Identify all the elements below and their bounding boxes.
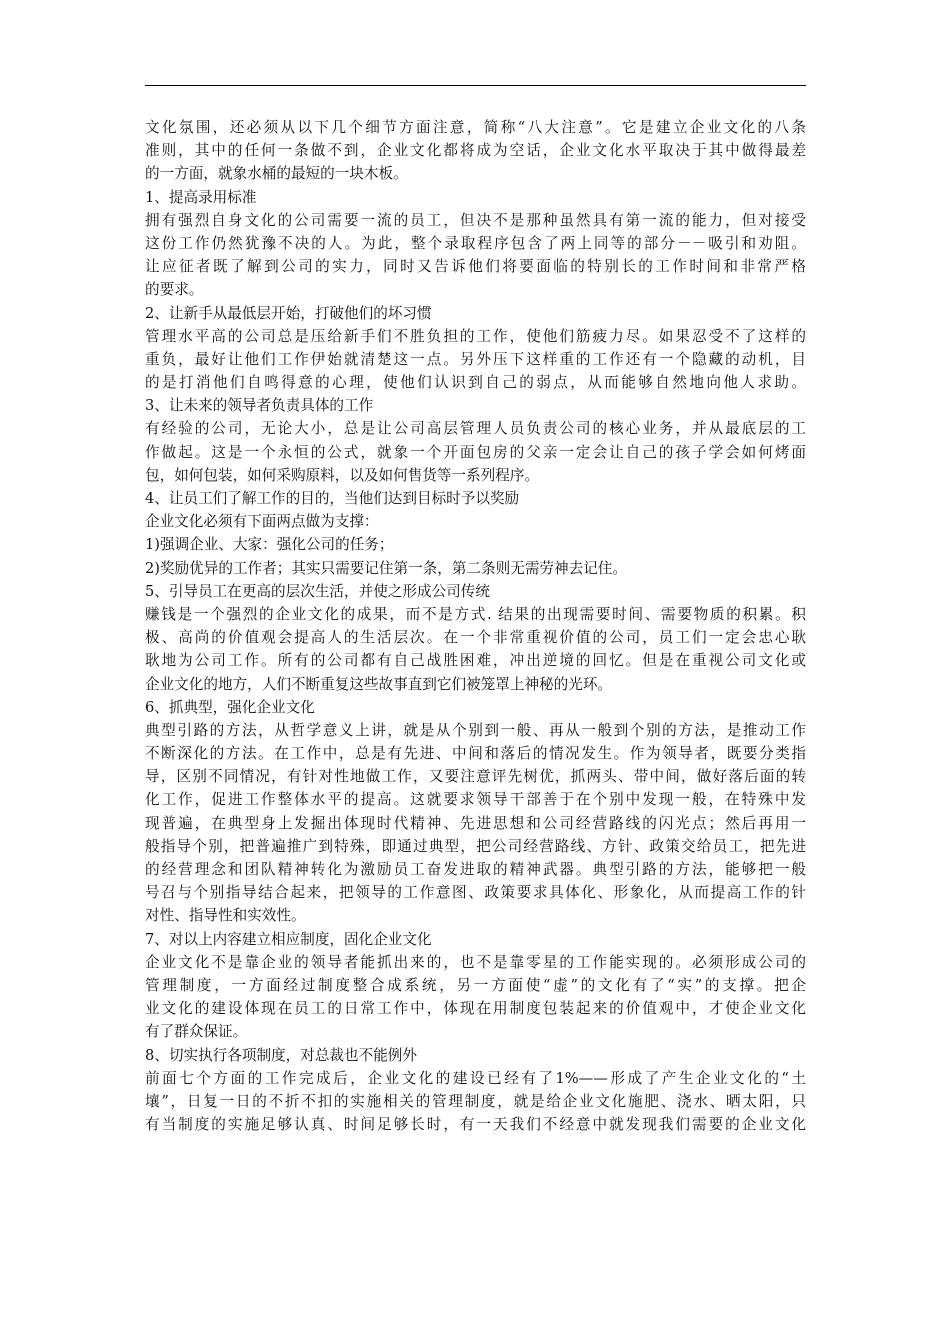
- text-line: 导，区别不同情况，有针对性地做工作，又要注意评先树优，抓两头、带中间，做好落后面的转: [145, 768, 806, 786]
- text-line: 般指导个别，把普遍推广到特殊，即通过典型，把公司经营路线、方针、政策交给员工，把先进: [145, 837, 806, 855]
- text-line: 管理制度，一方面经过制度整合成系统，另一方面使“虚”的文化有了“实”的支撑。把企: [145, 976, 806, 994]
- text-line: 准则，其中的任何一条做不到，企业文化都将成为空话，企业文化水平取决于其中做得最差: [145, 142, 806, 160]
- text-line: 的是打消他们自鸣得意的心理，使他们认识到自己的弱点，从而能够自然地向他人求助。: [145, 374, 806, 392]
- text-line: 极、高尚的价值观会提高人的生活层次。在一个非常重视价值的公司，员工们一定会忠心耿: [145, 629, 806, 647]
- text-line: 让应征者既了解到公司的实力，同时又告诉他们将要面临的特别长的工作时间和非常严格: [145, 258, 806, 276]
- text-line: 前面七个方面的工作完成后，企业文化的建设已经有了1%——形成了产生企业文化的“土: [145, 1069, 806, 1087]
- text-line: 的一方面，就象水桶的最短的一块木板。: [145, 165, 408, 183]
- text-line: 的经营理念和团队精神转化为激励员工奋发进取的精神武器。典型引路的方法，能够把一般: [145, 861, 806, 878]
- text-line: 化工作，促进工作整体水平的提高。这就要求领导干部善于在个别中发现一般，在特殊中发: [145, 791, 806, 809]
- text-line: 管理水平高的公司总是压给新手们不胜负担的工作，使他们筋疲力尽。如果忍受不了这样的: [145, 327, 806, 345]
- text-line: 有了群众保证。: [145, 1023, 248, 1041]
- text-line: 不断深化的方法。在工作中，总是有先进、中间和落后的情况发生。作为领导者，既要分类指: [145, 745, 806, 763]
- text-line: 典型引路的方法，从哲学意义上讲，就是从个别到一般、再从一般到个别的方法，是推动工作: [145, 721, 806, 739]
- text-line: 有经验的公司，无论大小，总是让公司高层管理人员负责公司的核心业务，并从最底层的工: [145, 420, 806, 438]
- section-heading: 6、抓典型，强化企业文化: [145, 698, 315, 716]
- section-heading: 3、让未来的领导者负责具体的工作: [145, 397, 374, 415]
- text-line: 业文化的建设体现在员工的日常工作中，体现在用制度包装起来的价值观中，才使企业文化: [145, 1000, 806, 1018]
- text-line: 对性、指导性和实效性。: [145, 907, 306, 925]
- document-body: [145, 116, 806, 1136]
- text-line: 有当制度的实施足够认真、时间足够长时，有一天我们不经意中就发现我们需要的企业文化: [145, 1116, 806, 1134]
- section-heading: 5、引导员工在更高的层次生活，并使之形成公司传统: [145, 582, 490, 600]
- section-heading: 8、切实执行各项制度，对总裁也不能例外: [145, 1046, 417, 1064]
- text-line: 文化氛围，还必须从以下几个细节方面注意，简称“八大注意”。它是建立企业文化的八条: [145, 119, 806, 136]
- text-line: 赚钱是一个强烈的企业文化的成果，而不是方式. 结果的出现需要时间、需要物质的积累。积: [145, 605, 806, 623]
- text-line: 耿地为公司工作。所有的公司都有自己战胜困难，冲出逆境的回忆。但是在重视公司文化或: [145, 652, 806, 670]
- text-line: 2)奖励优异的工作者；其实只需要记住第一条，第二条则无需劳神去记住。: [145, 559, 627, 577]
- section-heading: 2、让新手从最低层开始，打破他们的坏习惯: [145, 304, 432, 322]
- section-heading: 1、提高录用标准: [145, 188, 257, 206]
- text-line: 1)强调企业、大家：强化公司的任务；: [145, 536, 394, 554]
- text-line: 企业文化的地方，人们不断重复这些故事直到它们被笼罩上神秘的光环。: [145, 675, 613, 693]
- section-heading: 7、对以上内容建立相应制度，固化企业文化: [145, 930, 432, 948]
- text-line: 企业文化不是靠企业的领导者能抓出来的，也不是靠零星的工作能实现的。必须形成公司的: [145, 953, 806, 971]
- text-line: 重负，最好让他们工作伊始就清楚这一点。另外压下这样重的工作还有一个隐藏的动机，目: [145, 350, 806, 368]
- text-line: 号召与个别指导结合起来，把领导的工作意图、政策要求具体化、形象化，从而提高工作的针: [145, 884, 806, 902]
- section-heading: 4、让员工们了解工作的目的，当他们达到目标时予以奖励: [145, 490, 520, 507]
- text-line: 包，如何包装，如何采购原料，以及如何售货等一系列程序。: [145, 466, 540, 484]
- text-line: 作做起。这是一个永恒的公式，就象一个开面包房的父亲一定会让自己的孩子学会如何烤面: [145, 443, 806, 461]
- text-line: 这份工作仍然犹豫不决的人。为此，整个录取程序包含了两上同等的部分－－吸引和劝阻。: [145, 234, 806, 252]
- text-line: 拥有强烈自身文化的公司需要一流的员工，但决不是那种虽然具有第一流的能力，但对接受: [145, 211, 806, 229]
- text-line: 壤”，日复一日的不折不扣的实施相关的管理制度，就是给企业文化施肥、浇水、晒太阳，只: [145, 1092, 806, 1110]
- header-rule: [145, 85, 806, 86]
- text-line: 的要求。: [145, 281, 204, 299]
- text-line: 企业文化必须有下面两点做为支撑：: [145, 513, 379, 531]
- text-line: 现普遍，在典型身上发掘出体现时代精神、先进思想和公司经营路线的闪光点；然后再用一: [145, 814, 806, 832]
